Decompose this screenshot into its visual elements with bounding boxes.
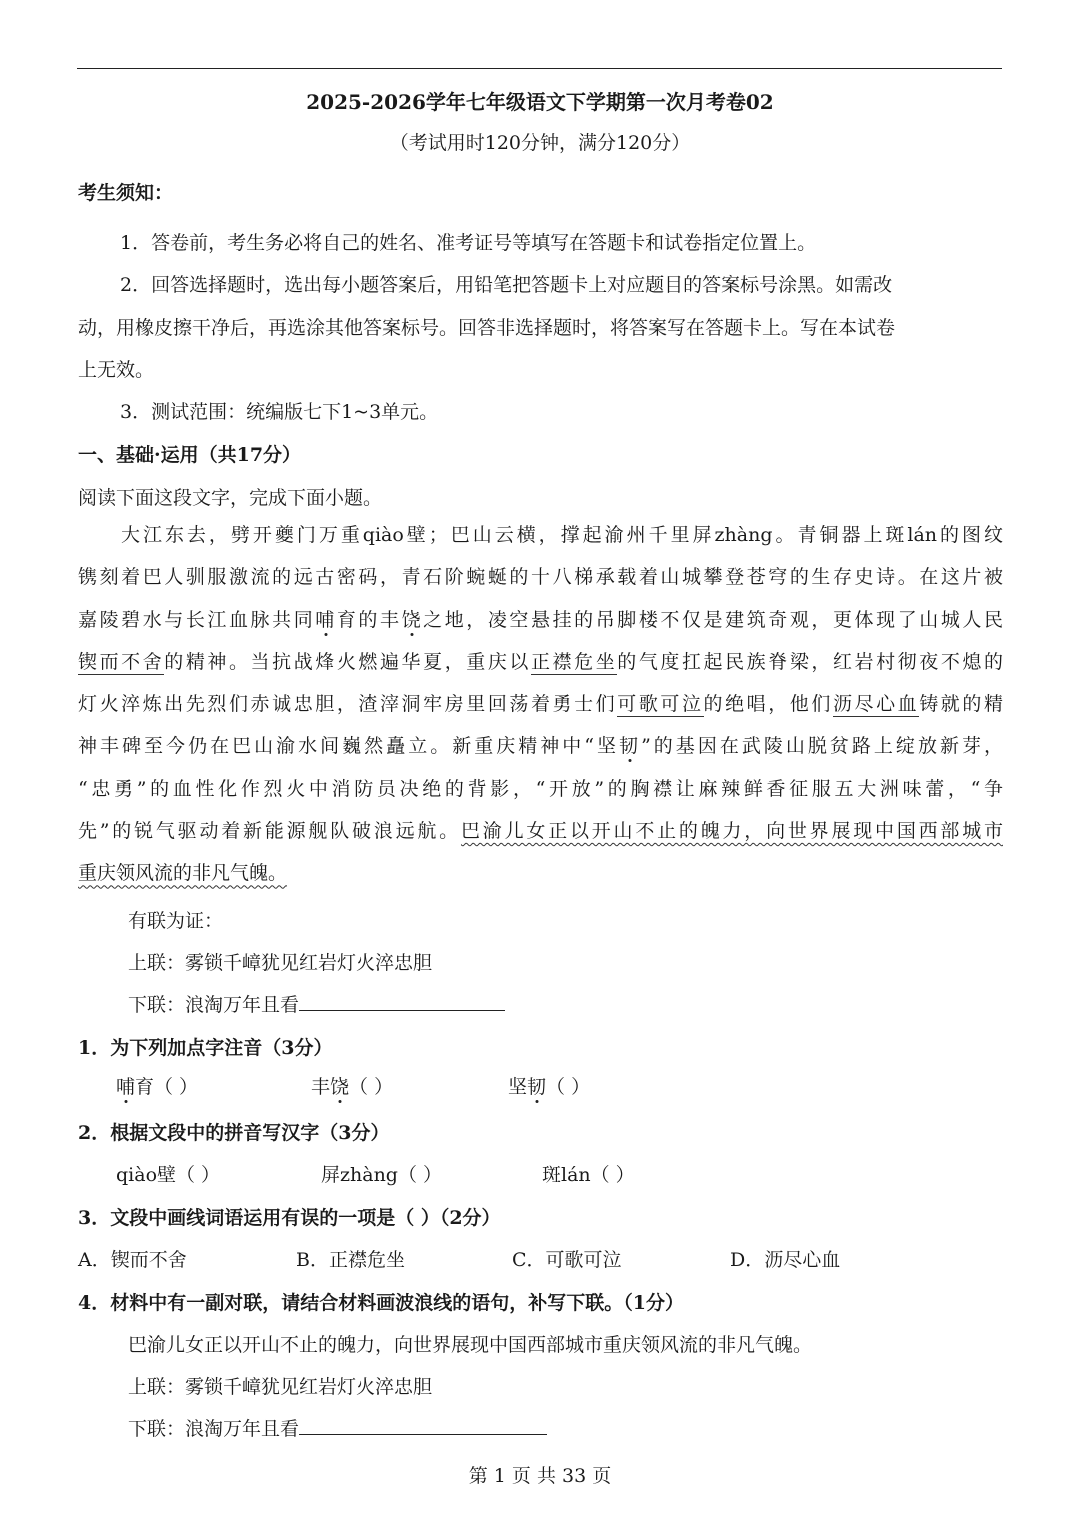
question-1-stem: 1．为下列加点字注音（3分） xyxy=(78,1037,333,1059)
reading-passage xyxy=(78,514,1003,895)
page-footer: 第 1 页 共 33 页 xyxy=(468,1465,612,1487)
passage-line-3: 嘉陵碧水与长江血脉共同哺育的丰饶之地，凌空悬挂的吊脚楼不仅是建筑奇观，更体现了山城人民 xyxy=(78,608,1003,631)
section-1-instruction: 阅读下面这段文字，完成下面小题。 xyxy=(78,487,383,509)
underlined-term: 正襟危坐 xyxy=(530,650,618,673)
dotted-char: 饶 xyxy=(401,608,424,631)
passage-line-2: 镌刻着巴人驯服激流的远古密码，青石阶蜿蜒的十八梯承载着山城攀登苍穹的生存史诗。在这片被 xyxy=(78,566,1003,589)
exam-title: 2025-2026学年七年级语文下学期第一次月考卷02 xyxy=(306,90,774,114)
notice-item-2-line-2: 动，用橡皮擦干净后，再选涂其他答案标号。回答非选择题时，将答案写在答题卡上。写在本试卷 xyxy=(78,317,896,339)
top-rule xyxy=(77,68,1002,69)
question-4-quote: 巴渝儿女正以开山不止的魄力，向世界展现中国西部城市重庆领风流的非凡气魄。 xyxy=(128,1334,813,1356)
passage-line-5: 灯火淬炼出先烈们赤诚忠胆，渣滓洞牢房里回荡着勇士们可歌可泣的绝唱，他们沥尽心血铸就的精 xyxy=(78,693,1003,716)
question-3-option-b[interactable]: B．正襟危坐 xyxy=(296,1249,405,1271)
question-1-item-1: 哺育（ ） xyxy=(116,1076,199,1098)
question-4-stem: 4．材料中有一副对联，请结合材料画波浪线的语句，补写下联。（1分） xyxy=(78,1292,684,1314)
passage-line-9 xyxy=(78,852,1003,894)
notice-item-2-line-3: 上无效。 xyxy=(78,359,155,381)
exam-subtitle: （考试用时120分钟，满分120分） xyxy=(389,132,691,154)
passage-line-4: 锲而不舍的精神。当抗战烽火燃遍华夏，重庆以正襟危坐的气度扛起民族脊梁，红岩村彻夜不熄的 xyxy=(78,650,1003,673)
section-1-heading: 一、基础·运用（共17分） xyxy=(78,444,302,466)
passage-line-8: 先”的锐气驱动着新能源舰队破浪远航。巴渝儿女正以开山不止的魄力，向世界展现中国西部城市 xyxy=(78,820,1003,843)
question-4-upper: 上联：雾锁千嶂犹见红岩灯火淬忠胆 xyxy=(128,1376,433,1398)
question-3-stem: 3．文段中画线词语运用有误的一项是（ ）（2分） xyxy=(78,1207,501,1229)
question-4-lower: 下联：浪淘万年且看 xyxy=(128,1414,547,1441)
wavy-underlined-sentence: 重庆领风流的非凡气魄。 xyxy=(78,862,288,885)
passage-line-1: 大江东去，劈开夔门万重qiào壁；巴山云横，撑起渝州千里屏zhàng。青铜器上斑lán的图纹 xyxy=(118,524,1003,546)
dotted-char: 韧 xyxy=(619,735,642,758)
couplet-upper: 上联：雾锁千嶂犹见红岩灯火淬忠胆 xyxy=(128,952,433,974)
couplet-intro: 有联为证： xyxy=(128,910,224,932)
question-3-option-a[interactable]: A．锲而不舍 xyxy=(78,1249,187,1271)
passage-line-6: 神丰碑至今仍在巴山渝水间巍然矗立。新重庆精神中“坚韧”的基因在武陵山脱贫路上绽放新芽， xyxy=(78,735,1003,758)
notice-item-1: 1．答卷前，考生务必将自己的姓名、准考证号等填写在答题卡和试卷指定位置上。 xyxy=(120,232,817,254)
question-2-item-1: qiào壁（ ） xyxy=(116,1164,221,1186)
underlined-term: 锲而不舍 xyxy=(78,650,165,673)
question-1-item-3: 坚韧（ ） xyxy=(508,1076,591,1098)
question-1-item-2: 丰饶（ ） xyxy=(311,1076,394,1098)
notice-item-3: 3．测试范围：统编版七下1~3单元。 xyxy=(120,401,439,423)
question-2-stem: 2．根据文段中的拼音写汉字（3分） xyxy=(78,1122,390,1144)
answer-blank[interactable] xyxy=(299,991,505,1011)
question-3-option-c[interactable]: C．可歌可泣 xyxy=(512,1249,622,1271)
dotted-char: 哺 xyxy=(315,608,337,631)
underlined-term: 可歌可泣 xyxy=(617,693,704,716)
notice-heading: 考生须知： xyxy=(78,182,174,204)
notice-item-2-line-1: 2．回答选择题时，选出每小题答案后，用铅笔把答题卡上对应题目的答案标号涂黑。如需改 xyxy=(120,274,893,296)
question-2-item-3: 斑lán（ ） xyxy=(542,1164,635,1186)
answer-blank[interactable] xyxy=(299,1415,547,1435)
question-3-option-d[interactable]: D．沥尽心血 xyxy=(730,1249,841,1271)
wavy-underlined-sentence: 巴渝儿女正以开山不止的魄力，向世界展现中国西部城市 xyxy=(460,820,1003,843)
passage-line-7: “忠勇”的血性化作烈火中消防员决绝的背影，“开放”的胸襟让麻辣鲜香征服五大洲味蕾，“争 xyxy=(78,777,1003,800)
underlined-term: 沥尽心血 xyxy=(832,693,920,716)
couplet-lower: 下联：浪淘万年且看 xyxy=(128,990,505,1017)
question-2-item-2: 屏zhàng（ ） xyxy=(321,1164,443,1186)
